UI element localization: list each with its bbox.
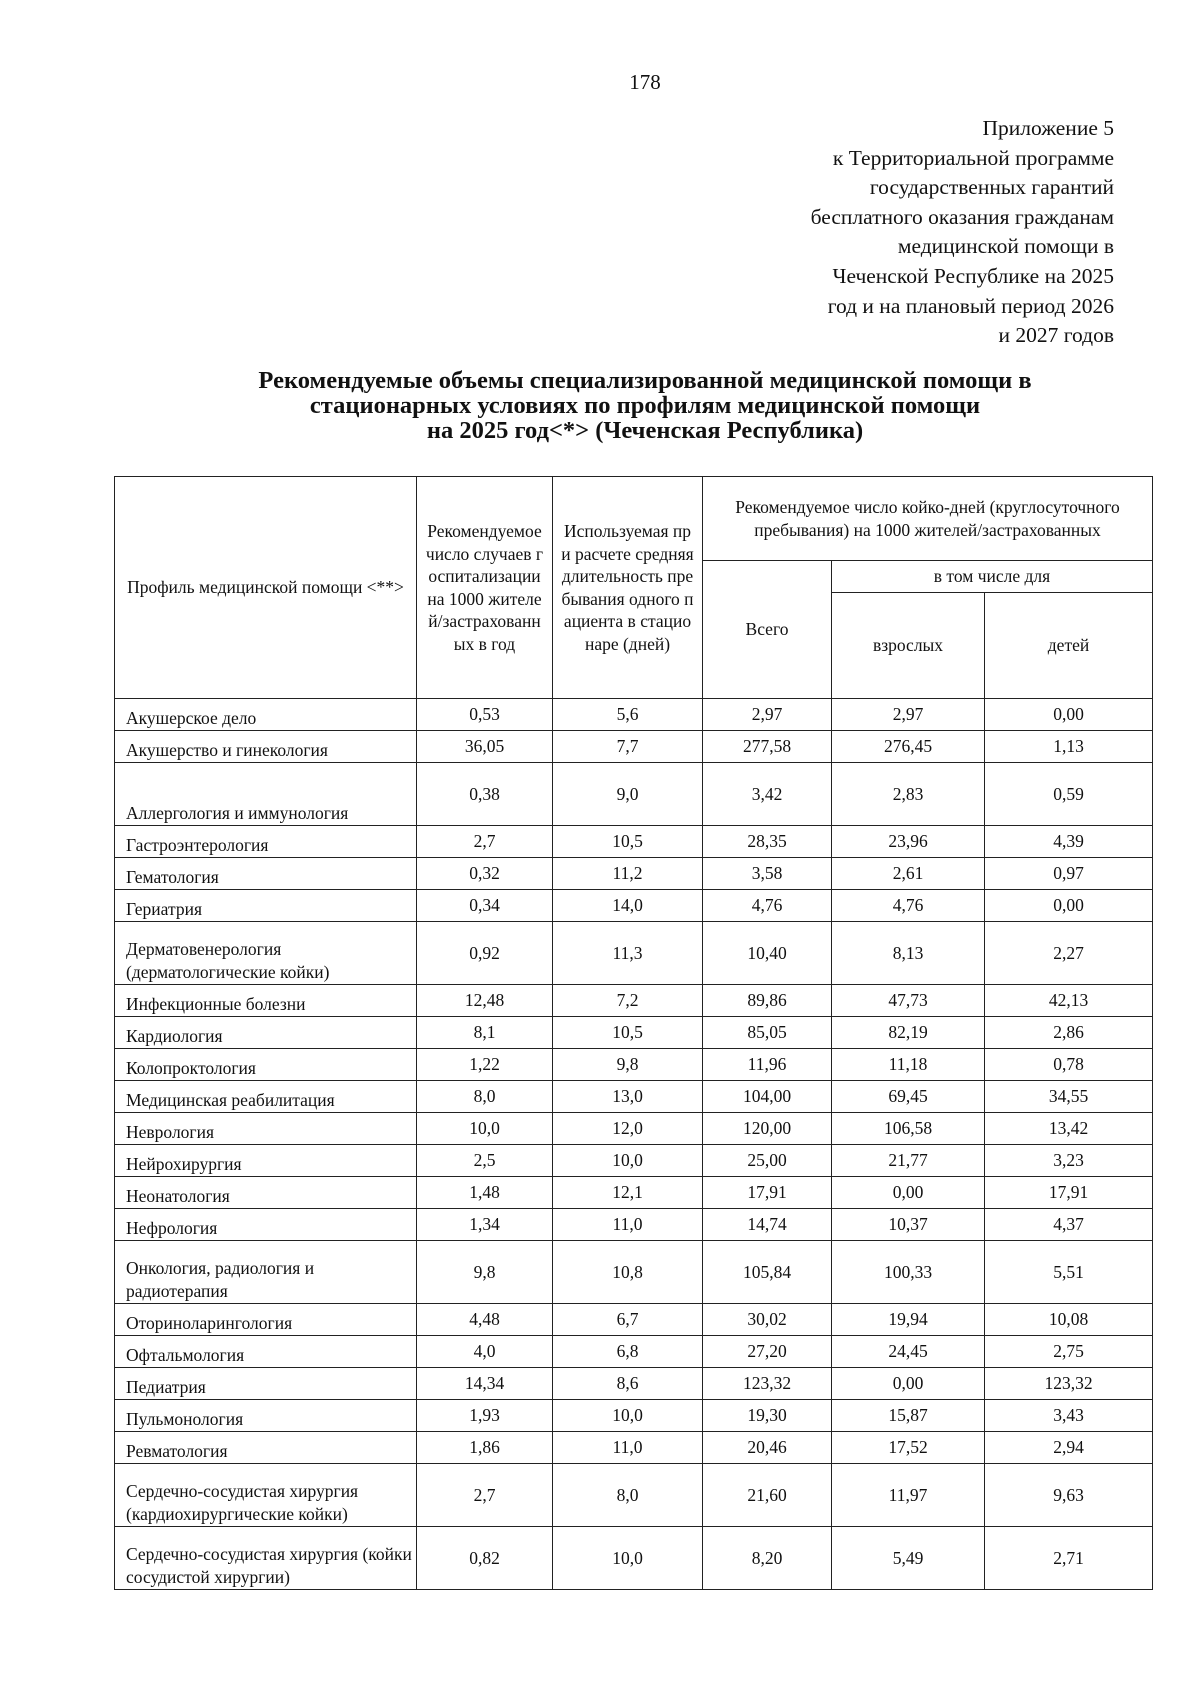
adults-cell: 11,18 [832, 1049, 985, 1081]
children-cell: 13,42 [985, 1113, 1153, 1145]
cases-cell: 1,93 [417, 1400, 553, 1432]
total-cell: 30,02 [703, 1304, 832, 1336]
appendix-line: и 2027 годов [998, 323, 1114, 348]
appendix-line: Чеченской Республике на 2025 [832, 263, 1114, 288]
adults-cell: 2,83 [832, 763, 985, 826]
profile-name: Ревматология [126, 1440, 228, 1461]
volumes-table [114, 476, 1153, 1590]
children-cell: 0,00 [985, 890, 1153, 922]
children-cell: 4,37 [985, 1209, 1153, 1241]
table-row [115, 1017, 1153, 1049]
total-cell: 104,00 [703, 1081, 832, 1113]
cases-cell: 8,1 [417, 1017, 553, 1049]
profile-name: Гематология [126, 866, 219, 887]
cases-cell: 0,34 [417, 890, 553, 922]
table-row [115, 1527, 1153, 1590]
profile-name: Сердечно-сосудистая хирургия (койки сосудистой хирургии) [126, 1544, 412, 1587]
adults-cell: 21,77 [832, 1145, 985, 1177]
profile-name: Гастроэнтерология [126, 834, 269, 855]
profile-name-cell [115, 1241, 417, 1304]
cases-cell: 0,92 [417, 922, 553, 985]
profile-name-cell [115, 1113, 417, 1145]
profile-name-cell [115, 985, 417, 1017]
appendix-line: медицинской помощи в [897, 234, 1114, 259]
header-duration [553, 477, 703, 699]
profile-name: Кардиология [126, 1025, 223, 1046]
days-cell: 7,7 [553, 731, 703, 763]
table-row [115, 858, 1153, 890]
appendix-line: бесплатного оказания гражданам [810, 204, 1114, 229]
adults-cell: 100,33 [832, 1241, 985, 1304]
header-total [703, 561, 832, 699]
adults-cell: 10,37 [832, 1209, 985, 1241]
adults-cell: 47,73 [832, 985, 985, 1017]
profile-name: Неонатология [126, 1185, 230, 1206]
cases-cell: 36,05 [417, 731, 553, 763]
cases-cell: 4,48 [417, 1304, 553, 1336]
children-cell: 2,71 [985, 1527, 1153, 1590]
adults-cell: 2,97 [832, 699, 985, 731]
profile-name-cell [115, 858, 417, 890]
header-profile [115, 477, 417, 699]
table-row [115, 699, 1153, 731]
total-cell: 2,97 [703, 699, 832, 731]
total-cell: 4,76 [703, 890, 832, 922]
total-cell: 11,96 [703, 1049, 832, 1081]
title-line: на 2025 год<*> (Чеченская Республика) [426, 417, 864, 444]
children-cell: 2,75 [985, 1336, 1153, 1368]
adults-cell: 276,45 [832, 731, 985, 763]
adults-cell: 106,58 [832, 1113, 985, 1145]
appendix-line: к Территориальной программе [832, 145, 1114, 170]
children-cell: 42,13 [985, 985, 1153, 1017]
days-cell: 8,6 [553, 1368, 703, 1400]
profile-name: Оториноларингология [126, 1312, 293, 1333]
profile-name-cell [115, 731, 417, 763]
profile-name-cell [115, 699, 417, 731]
total-cell: 3,58 [703, 858, 832, 890]
days-cell: 5,6 [553, 699, 703, 731]
profile-name: Акушерство и гинекология [126, 739, 328, 760]
total-cell: 3,42 [703, 763, 832, 826]
header-bed-days-label: Рекомендуемое число койко-дней (круглосуточного пребывания) на 1000 жителей/застрахованных [735, 497, 1120, 540]
table-row [115, 1209, 1153, 1241]
days-cell: 10,5 [553, 826, 703, 858]
header-adults [832, 593, 985, 699]
adults-cell: 5,49 [832, 1527, 985, 1590]
profile-name-cell [115, 1209, 417, 1241]
profile-name: Онкология, радиология и радиотерапия [126, 1258, 315, 1301]
header-profile-label: Профиль медицинской помощи <**> [127, 577, 404, 598]
adults-cell: 17,52 [832, 1432, 985, 1464]
profile-name: Медицинская реабилитация [126, 1089, 335, 1110]
header-duration-label: Используемая при расчете средняя длительность пребывания одного пациента в стационаре (дней) [561, 521, 694, 654]
profile-name-cell [115, 1017, 417, 1049]
header-children-label: детей [1047, 635, 1090, 656]
total-cell: 105,84 [703, 1241, 832, 1304]
children-cell: 0,78 [985, 1049, 1153, 1081]
header-including [832, 561, 1153, 593]
total-cell: 10,40 [703, 922, 832, 985]
table-row [115, 890, 1153, 922]
children-cell: 0,97 [985, 858, 1153, 890]
profile-name-cell [115, 1400, 417, 1432]
profile-name: Колопроктология [126, 1057, 256, 1078]
header-cases-label: Рекомендуемое число случаев госпитализации на 1000 жителей/застрахованных в год [425, 521, 544, 654]
cases-cell: 2,5 [417, 1145, 553, 1177]
children-cell: 2,94 [985, 1432, 1153, 1464]
days-cell: 11,0 [553, 1209, 703, 1241]
header-adults-label: взрослых [872, 635, 944, 656]
total-cell: 85,05 [703, 1017, 832, 1049]
profile-name-cell [115, 1527, 417, 1590]
days-cell: 14,0 [553, 890, 703, 922]
total-cell: 120,00 [703, 1113, 832, 1145]
title-line: Рекомендуемые объемы специализированной медицинской помощи в [258, 367, 1032, 394]
appendix-line: год и на плановый период 2026 [827, 293, 1114, 318]
days-cell: 10,0 [553, 1400, 703, 1432]
total-cell: 89,86 [703, 985, 832, 1017]
children-cell: 2,86 [985, 1017, 1153, 1049]
profile-name: Нейрохирургия [126, 1153, 242, 1174]
total-cell: 20,46 [703, 1432, 832, 1464]
table-row [115, 1336, 1153, 1368]
title-line: стационарных условиях по профилям медицинской помощи [309, 392, 981, 419]
adults-cell: 0,00 [832, 1368, 985, 1400]
profile-name-cell [115, 1177, 417, 1209]
days-cell: 9,8 [553, 1049, 703, 1081]
cases-cell: 10,0 [417, 1113, 553, 1145]
profile-name: Аллергология и иммунология [126, 802, 349, 823]
days-cell: 10,8 [553, 1241, 703, 1304]
children-cell: 123,32 [985, 1368, 1153, 1400]
profile-name: Педиатрия [126, 1376, 206, 1397]
children-cell: 4,39 [985, 826, 1153, 858]
profile-name-cell [115, 1049, 417, 1081]
header-bed-days [703, 477, 1153, 561]
cases-cell: 2,7 [417, 1464, 553, 1527]
days-cell: 12,1 [553, 1177, 703, 1209]
cases-cell: 14,34 [417, 1368, 553, 1400]
adults-cell: 0,00 [832, 1177, 985, 1209]
children-cell: 34,55 [985, 1081, 1153, 1113]
days-cell: 10,0 [553, 1145, 703, 1177]
total-cell: 277,58 [703, 731, 832, 763]
adults-cell: 23,96 [832, 826, 985, 858]
cases-cell: 12,48 [417, 985, 553, 1017]
children-cell: 10,08 [985, 1304, 1153, 1336]
table-row [115, 763, 1153, 826]
total-cell: 14,74 [703, 1209, 832, 1241]
total-cell: 8,20 [703, 1527, 832, 1590]
adults-cell: 2,61 [832, 858, 985, 890]
total-cell: 19,30 [703, 1400, 832, 1432]
total-cell: 123,32 [703, 1368, 832, 1400]
days-cell: 8,0 [553, 1464, 703, 1527]
cases-cell: 0,32 [417, 858, 553, 890]
days-cell: 11,0 [553, 1432, 703, 1464]
profile-name: Инфекционные болезни [126, 993, 306, 1014]
cases-cell: 0,38 [417, 763, 553, 826]
profile-name-cell [115, 826, 417, 858]
profile-name-cell [115, 1464, 417, 1527]
days-cell: 11,3 [553, 922, 703, 985]
profile-name: Гериатрия [126, 898, 203, 919]
adults-cell: 8,13 [832, 922, 985, 985]
document-title [100, 368, 1190, 443]
adults-cell: 24,45 [832, 1336, 985, 1368]
days-cell: 7,2 [553, 985, 703, 1017]
table-row [115, 1304, 1153, 1336]
adults-cell: 82,19 [832, 1017, 985, 1049]
profile-name-cell [115, 1304, 417, 1336]
adults-cell: 4,76 [832, 890, 985, 922]
profile-name: Нефрология [126, 1217, 218, 1238]
cases-cell: 9,8 [417, 1241, 553, 1304]
profile-name: Сердечно-сосудистая хирургия (кардиохирургические койки) [126, 1481, 359, 1524]
cases-cell: 1,34 [417, 1209, 553, 1241]
profile-name-cell [115, 922, 417, 985]
adults-cell: 11,97 [832, 1464, 985, 1527]
profile-name-cell [115, 1432, 417, 1464]
table-row [115, 1113, 1153, 1145]
cases-cell: 0,82 [417, 1527, 553, 1590]
page-number: 178 [629, 70, 661, 94]
days-cell: 10,0 [553, 1527, 703, 1590]
profile-name: Офтальмология [126, 1344, 245, 1365]
table-row [115, 1177, 1153, 1209]
appendix-line: Приложение 5 [982, 116, 1114, 140]
days-cell: 12,0 [553, 1113, 703, 1145]
cases-cell: 4,0 [417, 1336, 553, 1368]
cases-cell: 8,0 [417, 1081, 553, 1113]
profile-name-cell [115, 1145, 417, 1177]
profile-name-cell [115, 1368, 417, 1400]
table-row [115, 1145, 1153, 1177]
adults-cell: 19,94 [832, 1304, 985, 1336]
days-cell: 9,0 [553, 763, 703, 826]
profile-name-cell [115, 1081, 417, 1113]
children-cell: 1,13 [985, 731, 1153, 763]
days-cell: 13,0 [553, 1081, 703, 1113]
header-total-label: Всего [745, 619, 789, 640]
cases-cell: 1,22 [417, 1049, 553, 1081]
profile-name-cell [115, 763, 417, 826]
children-cell: 17,91 [985, 1177, 1153, 1209]
header-cases [417, 477, 553, 699]
adults-cell: 69,45 [832, 1081, 985, 1113]
appendix-block [811, 114, 1114, 351]
profile-name-cell [115, 890, 417, 922]
cases-cell: 1,48 [417, 1177, 553, 1209]
cases-cell: 1,86 [417, 1432, 553, 1464]
table-row [115, 1368, 1153, 1400]
table-row [115, 1241, 1153, 1304]
profile-name: Акушерское дело [126, 707, 257, 728]
header-children [985, 593, 1153, 699]
children-cell: 2,27 [985, 922, 1153, 985]
table-row [115, 985, 1153, 1017]
children-cell: 0,00 [985, 699, 1153, 731]
header-including-label: в том числе для [933, 566, 1051, 587]
table-row [115, 826, 1153, 858]
profile-name: Пульмонология [126, 1408, 244, 1429]
total-cell: 27,20 [703, 1336, 832, 1368]
appendix-line: государственных гарантий [869, 175, 1114, 200]
days-cell: 11,2 [553, 858, 703, 890]
children-cell: 3,23 [985, 1145, 1153, 1177]
days-cell: 6,7 [553, 1304, 703, 1336]
table-row [115, 1081, 1153, 1113]
profile-name: Дерматовенерология (дерматологические койки) [126, 939, 330, 982]
children-cell: 0,59 [985, 763, 1153, 826]
table-row [115, 1432, 1153, 1464]
cases-cell: 0,53 [417, 699, 553, 731]
cases-cell: 2,7 [417, 826, 553, 858]
total-cell: 17,91 [703, 1177, 832, 1209]
profile-name: Неврология [126, 1121, 215, 1142]
table-row [115, 1400, 1153, 1432]
table-row [115, 1049, 1153, 1081]
children-cell: 9,63 [985, 1464, 1153, 1527]
table-row [115, 1464, 1153, 1527]
total-cell: 21,60 [703, 1464, 832, 1527]
children-cell: 3,43 [985, 1400, 1153, 1432]
children-cell: 5,51 [985, 1241, 1153, 1304]
total-cell: 25,00 [703, 1145, 832, 1177]
total-cell: 28,35 [703, 826, 832, 858]
days-cell: 6,8 [553, 1336, 703, 1368]
days-cell: 10,5 [553, 1017, 703, 1049]
profile-name-cell [115, 1336, 417, 1368]
adults-cell: 15,87 [832, 1400, 985, 1432]
table-row [115, 731, 1153, 763]
table-row [115, 922, 1153, 985]
